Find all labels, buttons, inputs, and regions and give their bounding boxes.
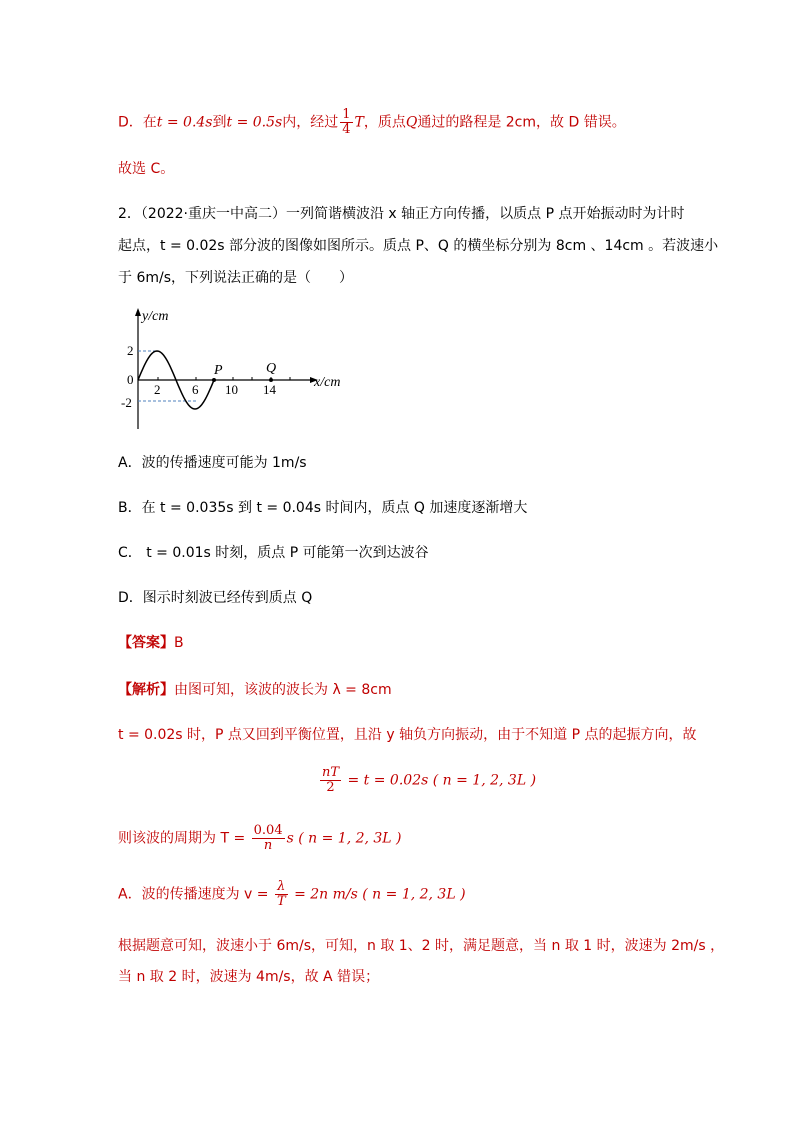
x-tick-label-6: 6 [192, 382, 199, 397]
analysis-text: 由图可知，该波的波长为 λ = 8cm [174, 682, 392, 698]
x-tick-label-2: 2 [154, 382, 161, 397]
option-c: C． t = 0.01s 时刻，质点 P 可能第一次到达波谷 [118, 545, 429, 561]
math: t = 0.5s [226, 114, 283, 131]
frac-den: T [276, 894, 286, 909]
math: T [354, 114, 364, 131]
text: 通过的路程是 2cm，故 D 错误。 [417, 114, 626, 131]
analysis-line-2: t = 0.02s 时，P 点又回到平衡位置，且沿 y 轴负方向振动，由于不知道 P 点的起振方向，故 [118, 727, 697, 743]
prev-option-d [118, 108, 626, 137]
option-a: A．波的传播速度可能为 1m/s [118, 455, 307, 471]
answer-bracket: 【答案】 [118, 635, 174, 651]
frac-num: 1 [342, 107, 351, 122]
equation-rest: = t = 0.02s ( n = 1, 2, 3L ) [343, 772, 537, 789]
frac-den: n [263, 838, 273, 853]
frac-num: nT [322, 765, 340, 780]
equation-rest: s ( n = 1, 2, 3L ) [286, 830, 402, 847]
y-tick-label-0: 0 [127, 372, 134, 387]
analysis-line-6: 根据题意可知，波速小于 6m/s，可知，n 取 1、2 时，满足题意，当 n 取 1 时，波速为 2m/s ， [118, 938, 725, 954]
option-b: B．在 t = 0.035s 到 t = 0.04s 时间内，质点 Q 加速度逐渐增大 [118, 500, 528, 516]
point-p-label: P [214, 363, 223, 378]
text: 在 [142, 114, 157, 131]
question-line-3: 于 6m/s，下列说法正确的是（ ） [118, 270, 354, 286]
y-tick-label-2: 2 [127, 343, 134, 358]
y-tick-label-neg2: -2 [121, 395, 132, 410]
frac-den: 4 [342, 122, 351, 137]
fraction [320, 766, 341, 795]
analysis-line-5 [118, 880, 466, 909]
text: 内，经过 [282, 114, 339, 131]
answer-line [118, 633, 184, 653]
x-axis-label: x/cm [314, 375, 341, 390]
frac-num: λ [275, 880, 288, 895]
analysis-bracket: 【解析】 [118, 682, 174, 698]
equation-1 [318, 766, 536, 795]
answer-value: B [174, 635, 184, 651]
analysis-line-7: 当 n 取 2 时，波速为 4m/s，故 A 错误； [118, 969, 380, 985]
text: A．波的传播速度为 v = [118, 886, 273, 903]
frac-num: 0.04 [253, 823, 283, 838]
analysis-line-4 [118, 824, 402, 853]
point-q-label: Q [266, 361, 277, 376]
x-tick-label-10: 10 [225, 382, 238, 397]
math: t = 0.4s [156, 114, 213, 131]
option-label: D． [118, 114, 143, 131]
equation-rest: = 2n m/s ( n = 1, 2, 3L ) [289, 886, 466, 903]
y-axis-arrow [135, 308, 141, 316]
frac-den: 2 [326, 780, 335, 795]
text: 则该波的周期为 T = [118, 830, 250, 847]
y-axis-label: y/cm [142, 309, 169, 324]
x-tick-label-14: 14 [263, 382, 276, 397]
point-p [212, 378, 216, 382]
wave-graph [118, 304, 358, 436]
analysis-line-1 [118, 680, 392, 700]
math: Q [405, 114, 418, 131]
fraction [252, 824, 285, 853]
option-d: D．图示时刻波已经传到质点 Q [118, 590, 313, 606]
question-line-2: 起点，t = 0.02s 部分波的图像如图所示。质点 P、Q 的横坐标分别为 8cm 、14cm 。若波速小 [118, 238, 719, 254]
fraction [275, 880, 288, 909]
text: ，质点 [363, 114, 406, 131]
fraction [340, 108, 352, 137]
question-line-1: 2．（2022·重庆一中高二）一列简谐横波沿 x 轴正方向传播，以质点 P 点开始振动时为计时 [118, 206, 685, 222]
text: 到 [212, 114, 227, 131]
choose-line: 故选 C。 [118, 161, 175, 177]
